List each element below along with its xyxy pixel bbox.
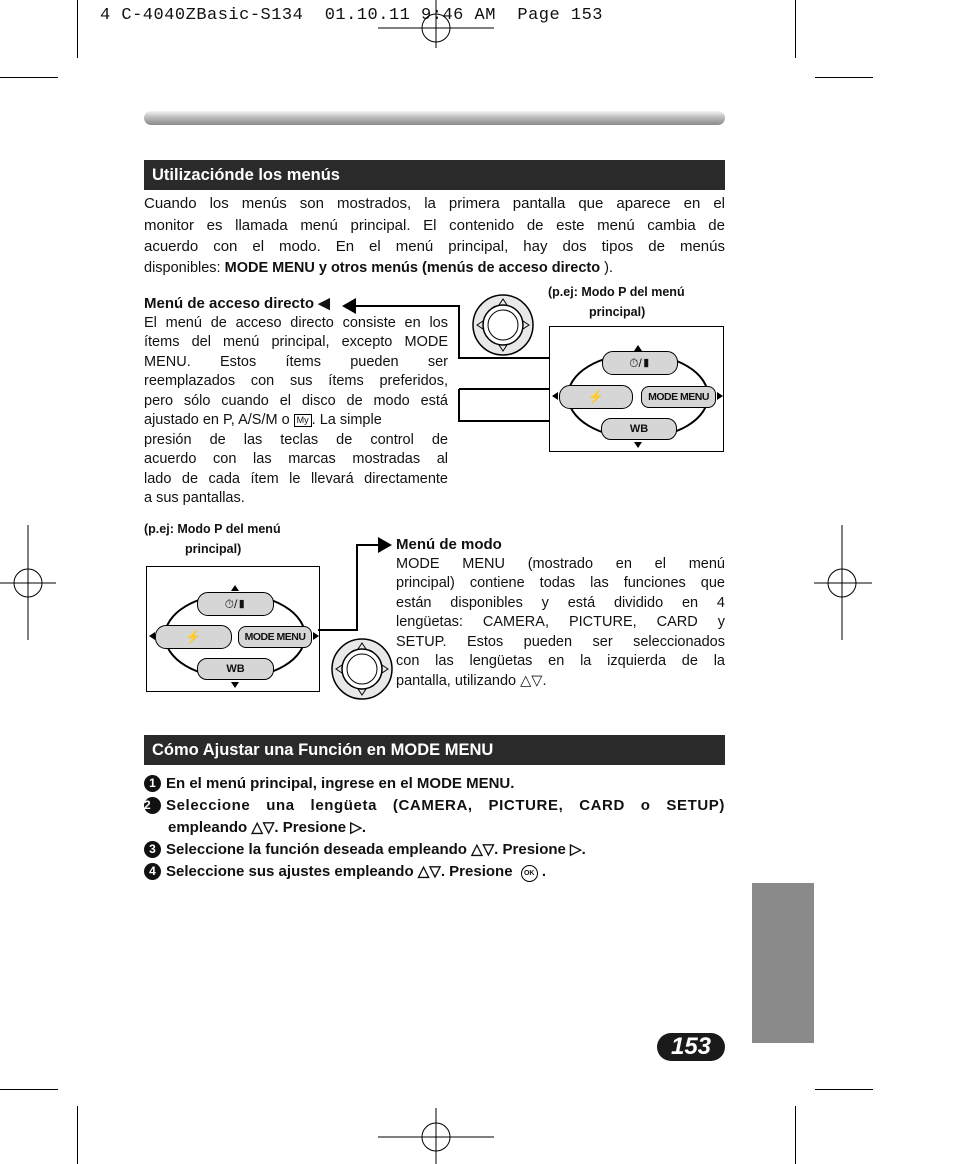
section-title-menus: Utilizaciónde los menús: [144, 160, 725, 190]
step-4: 4 Seleccione sus ajustes empleando △▽. Presione OK .: [144, 861, 725, 883]
side-tab: [752, 883, 814, 1043]
section-title-mode-menu: Cómo Ajustar una Función en MODE MENU: [144, 735, 725, 765]
step-2: 2 Seleccione una lengüeta (CAMERA, PICTURE, CARD o SETUP) empleando △▽. Presione ▷.: [144, 797, 725, 836]
mode-menu-description: Menú de modo MODE MENU (mostrado en el menú principal) contiene todas las funciones que están disponibles y está dividido en 4 lengüetas: CAMERA, PICTURE, CARD y SETUP. Estos pueden ser seleccionados con las lengüetas en la izquierda de la pantalla, utilizando △▽.: [396, 536, 725, 689]
shortcut-heading: Menú de acceso directo: [144, 295, 315, 312]
example-label-right: (p.ej: Modo P del menú principal): [548, 285, 685, 319]
print-header: 4 C-4040ZBasic-S134 01.10.11 9:46 AM Page 153: [100, 6, 603, 25]
intro-paragraph: Cuando los menús son mostrados, la primera pantalla que aparece en el monitor es llamada menú principal. El contenido de este menú cambia de acuerdo con el modo. En el menú principal, hay dos tipos de menús disponibles: MODE MENU y otros menús (menús de acceso directo ).: [144, 195, 725, 277]
ok-button-icon: OK: [521, 865, 538, 882]
page-number: 153: [657, 1033, 725, 1061]
my-mode-icon: My: [294, 414, 312, 427]
self-timer-remote-icon[interactable]: ⏱/▮: [602, 351, 678, 375]
self-timer-remote-icon[interactable]: ⏱/▮: [197, 592, 274, 616]
example-label-left: (p.ej: Modo P del menú principal): [144, 522, 281, 556]
wb-item[interactable]: WB: [197, 658, 274, 680]
wb-item[interactable]: WB: [601, 418, 677, 440]
shortcut-menu-description: Menú de acceso directo ◀ El menú de acceso directo consiste en los ítems del menú principal, excepto MODE MENU. Estos ítems pueden ser reemplazados con sus ítems preferidos, pero sólo cuando el disco de modo está ajustado en P, A/S/M o My . La simple presión de las teclas de control de acuerdo con las marcas mostradas al lado de cada ítem le llevará directamente a sus pantallas.: [144, 295, 448, 506]
flash-icon[interactable]: ⚡: [559, 385, 633, 409]
arrow-left-icon: ◀: [318, 295, 330, 312]
control-dial-icon: [330, 638, 394, 700]
mode-heading: Menú de modo: [396, 536, 502, 553]
flash-icon[interactable]: ⚡: [155, 625, 232, 649]
step-1: 1 En el menú principal, ingrese en el MODE MENU.: [144, 773, 725, 795]
mode-menu-tab[interactable]: MODE MENU: [238, 626, 312, 648]
mode-menu-tab[interactable]: MODE MENU: [641, 386, 716, 408]
step-3: 3 Seleccione la función deseada empleando △▽. Presione ▷.: [144, 839, 725, 861]
